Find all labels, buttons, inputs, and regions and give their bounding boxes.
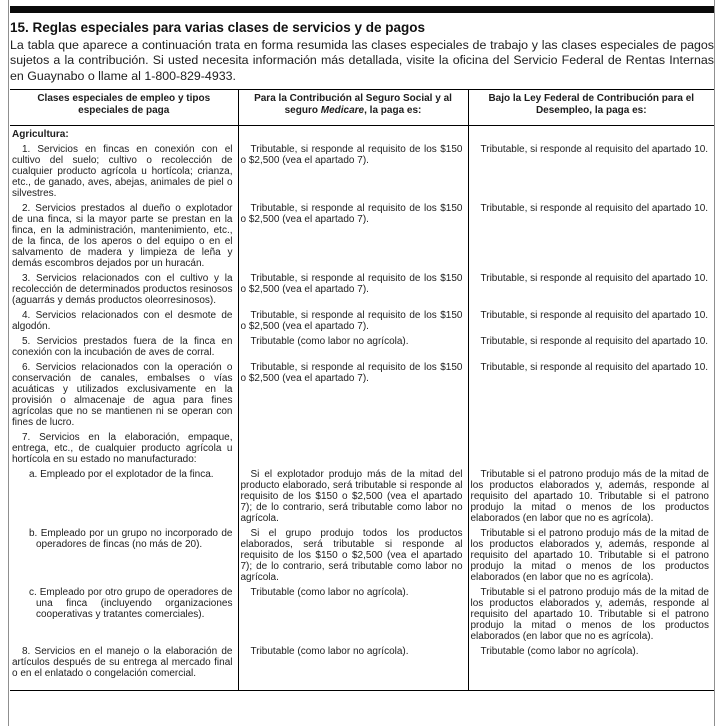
table-row-7	[10, 428, 714, 465]
cell-ss-medicare	[238, 465, 468, 524]
cell-text: Tributable (como labor no agrícola).	[250, 646, 409, 658]
cell-text: Tributable, si responde al requisito de los $150 o $2,500 (vea el apartado 7).	[240, 144, 463, 167]
cell-text: Tributable, si responde al requisito del apartado 10.	[480, 144, 709, 156]
cell-ss-medicare	[238, 524, 468, 583]
cell-text: b. Empleado por un grupo no incorporado de operadores de fincas (no más de 20).	[29, 528, 233, 551]
cell-ss-medicare	[238, 199, 468, 269]
cell-text: 4. Servicios relacionados con el desmote de algodón.	[12, 310, 233, 333]
cell-text: 1. Servicios en fincas en conexión con el cultivo del suelo; cultivo o recolección de cualquier producto agrícola u hortícola; crianza, etc., de ganado, aves, abejas, animales de piel o silvestres.	[12, 144, 233, 200]
table-row-8	[10, 642, 714, 691]
special-rules-table	[10, 89, 714, 691]
cell-employment-class	[10, 428, 238, 465]
section-label-row	[10, 126, 714, 141]
cell-futa	[468, 269, 714, 306]
table-row-7b	[10, 524, 714, 583]
table-row-1	[10, 140, 714, 199]
cell-text: Tributable, si responde al requisito del apartado 10.	[480, 336, 709, 348]
intro-paragraph: La tabla que aparece a continuación trata en forma resumida las clases especiales de trabajo y las clases especiales de pagos sujetos a la contribución. Si usted necesita información más detallada, visite la oficina del Servicio Federal de Rentas Internas en Guaynabo o llame al 1-800-829-4933.	[10, 38, 714, 83]
cell-futa	[468, 306, 714, 332]
cell-ss-medicare	[238, 428, 468, 465]
cell-ss-medicare	[238, 642, 468, 691]
cell-ss-medicare	[238, 332, 468, 358]
cell-text: Tributable si el patrono produjo más de la mitad de los productos elaborados y, además, responde al requisito del apartado 10. Tributable si el patrono produjo la mitad o menos de los productos elaborados (en labor que no es agrícola).	[470, 587, 709, 643]
cell-text: Tributable, si responde al requisito del apartado 10.	[480, 310, 709, 322]
cell-employment-class	[10, 465, 238, 524]
cell-text: Tributable, si responde al requisito de los $150 o $2,500 (vea el apartado 7).	[240, 310, 463, 333]
cell-text: a. Empleado por el explotador de la finca.	[29, 469, 214, 481]
cell-employment-class	[10, 642, 238, 691]
cell-employment-class	[10, 358, 238, 428]
cell-empty	[238, 126, 468, 141]
cell-text: Tributable, si responde al requisito del apartado 10.	[480, 273, 709, 285]
cell-text: c. Empleado por otro grupo de operadores de una finca (incluyendo organizaciones cooperativas y tratantes comerciales).	[29, 587, 233, 621]
table-row-7a	[10, 465, 714, 524]
cell-text: Tributable si el patrono produjo más de la mitad de los productos elaborados y, además, responde al requisito del apartado 10. Tributable si el patrono produjo la mitad o menos de los productos elaborados (en labor que no es agrícola).	[470, 469, 709, 525]
cell-futa	[468, 583, 714, 642]
cell-ss-medicare	[238, 306, 468, 332]
cell-text: 3. Servicios relacionados con el cultivo y la recolección de determinados productos resinosos (aguarrás y demás productos oleorresinosos).	[12, 273, 233, 307]
page-right-rule	[714, 0, 715, 726]
cell-ss-medicare	[238, 269, 468, 306]
table-row-6	[10, 358, 714, 428]
cell-text: 6. Servicios relacionados con la operación o conservación de canales, embalses o vías acuáticas y utilizados exclusivamente en la provisión o almacenaje de agua para fines agrícolas que no se mantienen ni se operan con fines de lucro.	[12, 362, 233, 429]
section-label: Agricultura:	[12, 129, 69, 141]
column-header-social-security-medicare	[238, 90, 468, 126]
cell-text: Tributable (como labor no agrícola).	[250, 587, 409, 599]
cell-employment-class	[10, 583, 238, 642]
cell-text: Tributable, si responde al requisito de los $150 o $2,500 (vea el apartado 7).	[240, 203, 463, 226]
cell-ss-medicare	[238, 583, 468, 642]
page-content	[10, 6, 714, 691]
cell-employment-class	[10, 199, 238, 269]
header-text: Para la Contribución al Seguro Social y al seguro	[254, 93, 452, 117]
section-divider-bar	[10, 6, 714, 13]
page-left-rule	[8, 0, 9, 726]
header-text: , la paga es:	[364, 105, 422, 117]
section-title: 15. Reglas especiales para varias clases de servicios y de pagos	[10, 20, 426, 35]
table-row-3	[10, 269, 714, 306]
cell-text: 5. Servicios prestados fuera de la finca en conexión con la incubación de aves de corral.	[12, 336, 233, 359]
cell-futa	[468, 428, 714, 465]
cell-futa	[468, 524, 714, 583]
cell-text: Tributable, si responde al requisito de los $150 o $2,500 (vea el apartado 7).	[240, 273, 463, 296]
cell-employment-class	[10, 140, 238, 199]
header-medicare-italic: Medicare	[320, 105, 365, 117]
cell-text: 2. Servicios prestados al dueño o explotador de una finca, si la mayor parte se prestan en la finca, en la administración, mantenimiento, etc., de la finca, de los aperos o del equipo o en el salvamento de madera y limpieza de leña y demás escombros dejados por un huracán.	[12, 203, 233, 270]
cell-text: 7. Servicios en la elaboración, empaque, entrega, etc., de cualquier producto agrícola u hortícola en su estado no manufacturado:	[12, 432, 233, 466]
table-row-2	[10, 199, 714, 269]
cell-text: Si el grupo produjo todos los productos elaborados, será tributable si responde al requisito de los $150 o $2,500 (vea el apartado 7); de lo contrario, será tributable como labor no agrícola.	[240, 528, 463, 584]
cell-section-label	[10, 126, 238, 141]
cell-empty	[468, 126, 714, 141]
header-row	[10, 90, 714, 126]
cell-text: Tributable, si responde al requisito del apartado 10.	[480, 362, 709, 374]
cell-futa	[468, 465, 714, 524]
cell-text: Si el explotador produjo más de la mitad del producto elaborado, será tributable si responde al requisito de los $150 o $2,500 (vea el apartado 7); de lo contrario, será tributable como labor no agrícola.	[240, 469, 463, 525]
cell-ss-medicare	[238, 140, 468, 199]
cell-futa	[468, 199, 714, 269]
cell-ss-medicare	[238, 358, 468, 428]
cell-futa	[468, 332, 714, 358]
cell-employment-class	[10, 524, 238, 583]
cell-text: Tributable (como labor no agrícola).	[480, 646, 639, 658]
cell-text: Tributable, si responde al requisito de los $150 o $2,500 (vea el apartado 7).	[240, 362, 463, 385]
column-header-futa: Bajo la Ley Federal de Contribución para el Desempleo, la paga es:	[468, 90, 714, 126]
table-row-4	[10, 306, 714, 332]
cell-text: Tributable (como labor no agrícola).	[250, 336, 409, 348]
cell-employment-class	[10, 332, 238, 358]
cell-employment-class	[10, 306, 238, 332]
cell-futa	[468, 358, 714, 428]
column-header-employment-classes: Clases especiales de empleo y tipos especiales de paga	[10, 90, 238, 126]
cell-employment-class	[10, 269, 238, 306]
cell-text: Tributable si el patrono produjo más de la mitad de los productos elaborados y, además, responde al requisito del apartado 10. Tributable si el patrono produjo la mitad o menos de los productos elaborados (en labor que no es agrícola).	[470, 528, 709, 584]
cell-futa	[468, 140, 714, 199]
cell-futa	[468, 642, 714, 691]
cell-text: 8. Servicios en el manejo o la elaboración de artículos después de su entrega al mercado final o en el enlatado o congelación comercial.	[12, 646, 233, 680]
cell-text: Tributable, si responde al requisito del apartado 10.	[480, 203, 709, 215]
table-row-7c	[10, 583, 714, 642]
table-row-5	[10, 332, 714, 358]
